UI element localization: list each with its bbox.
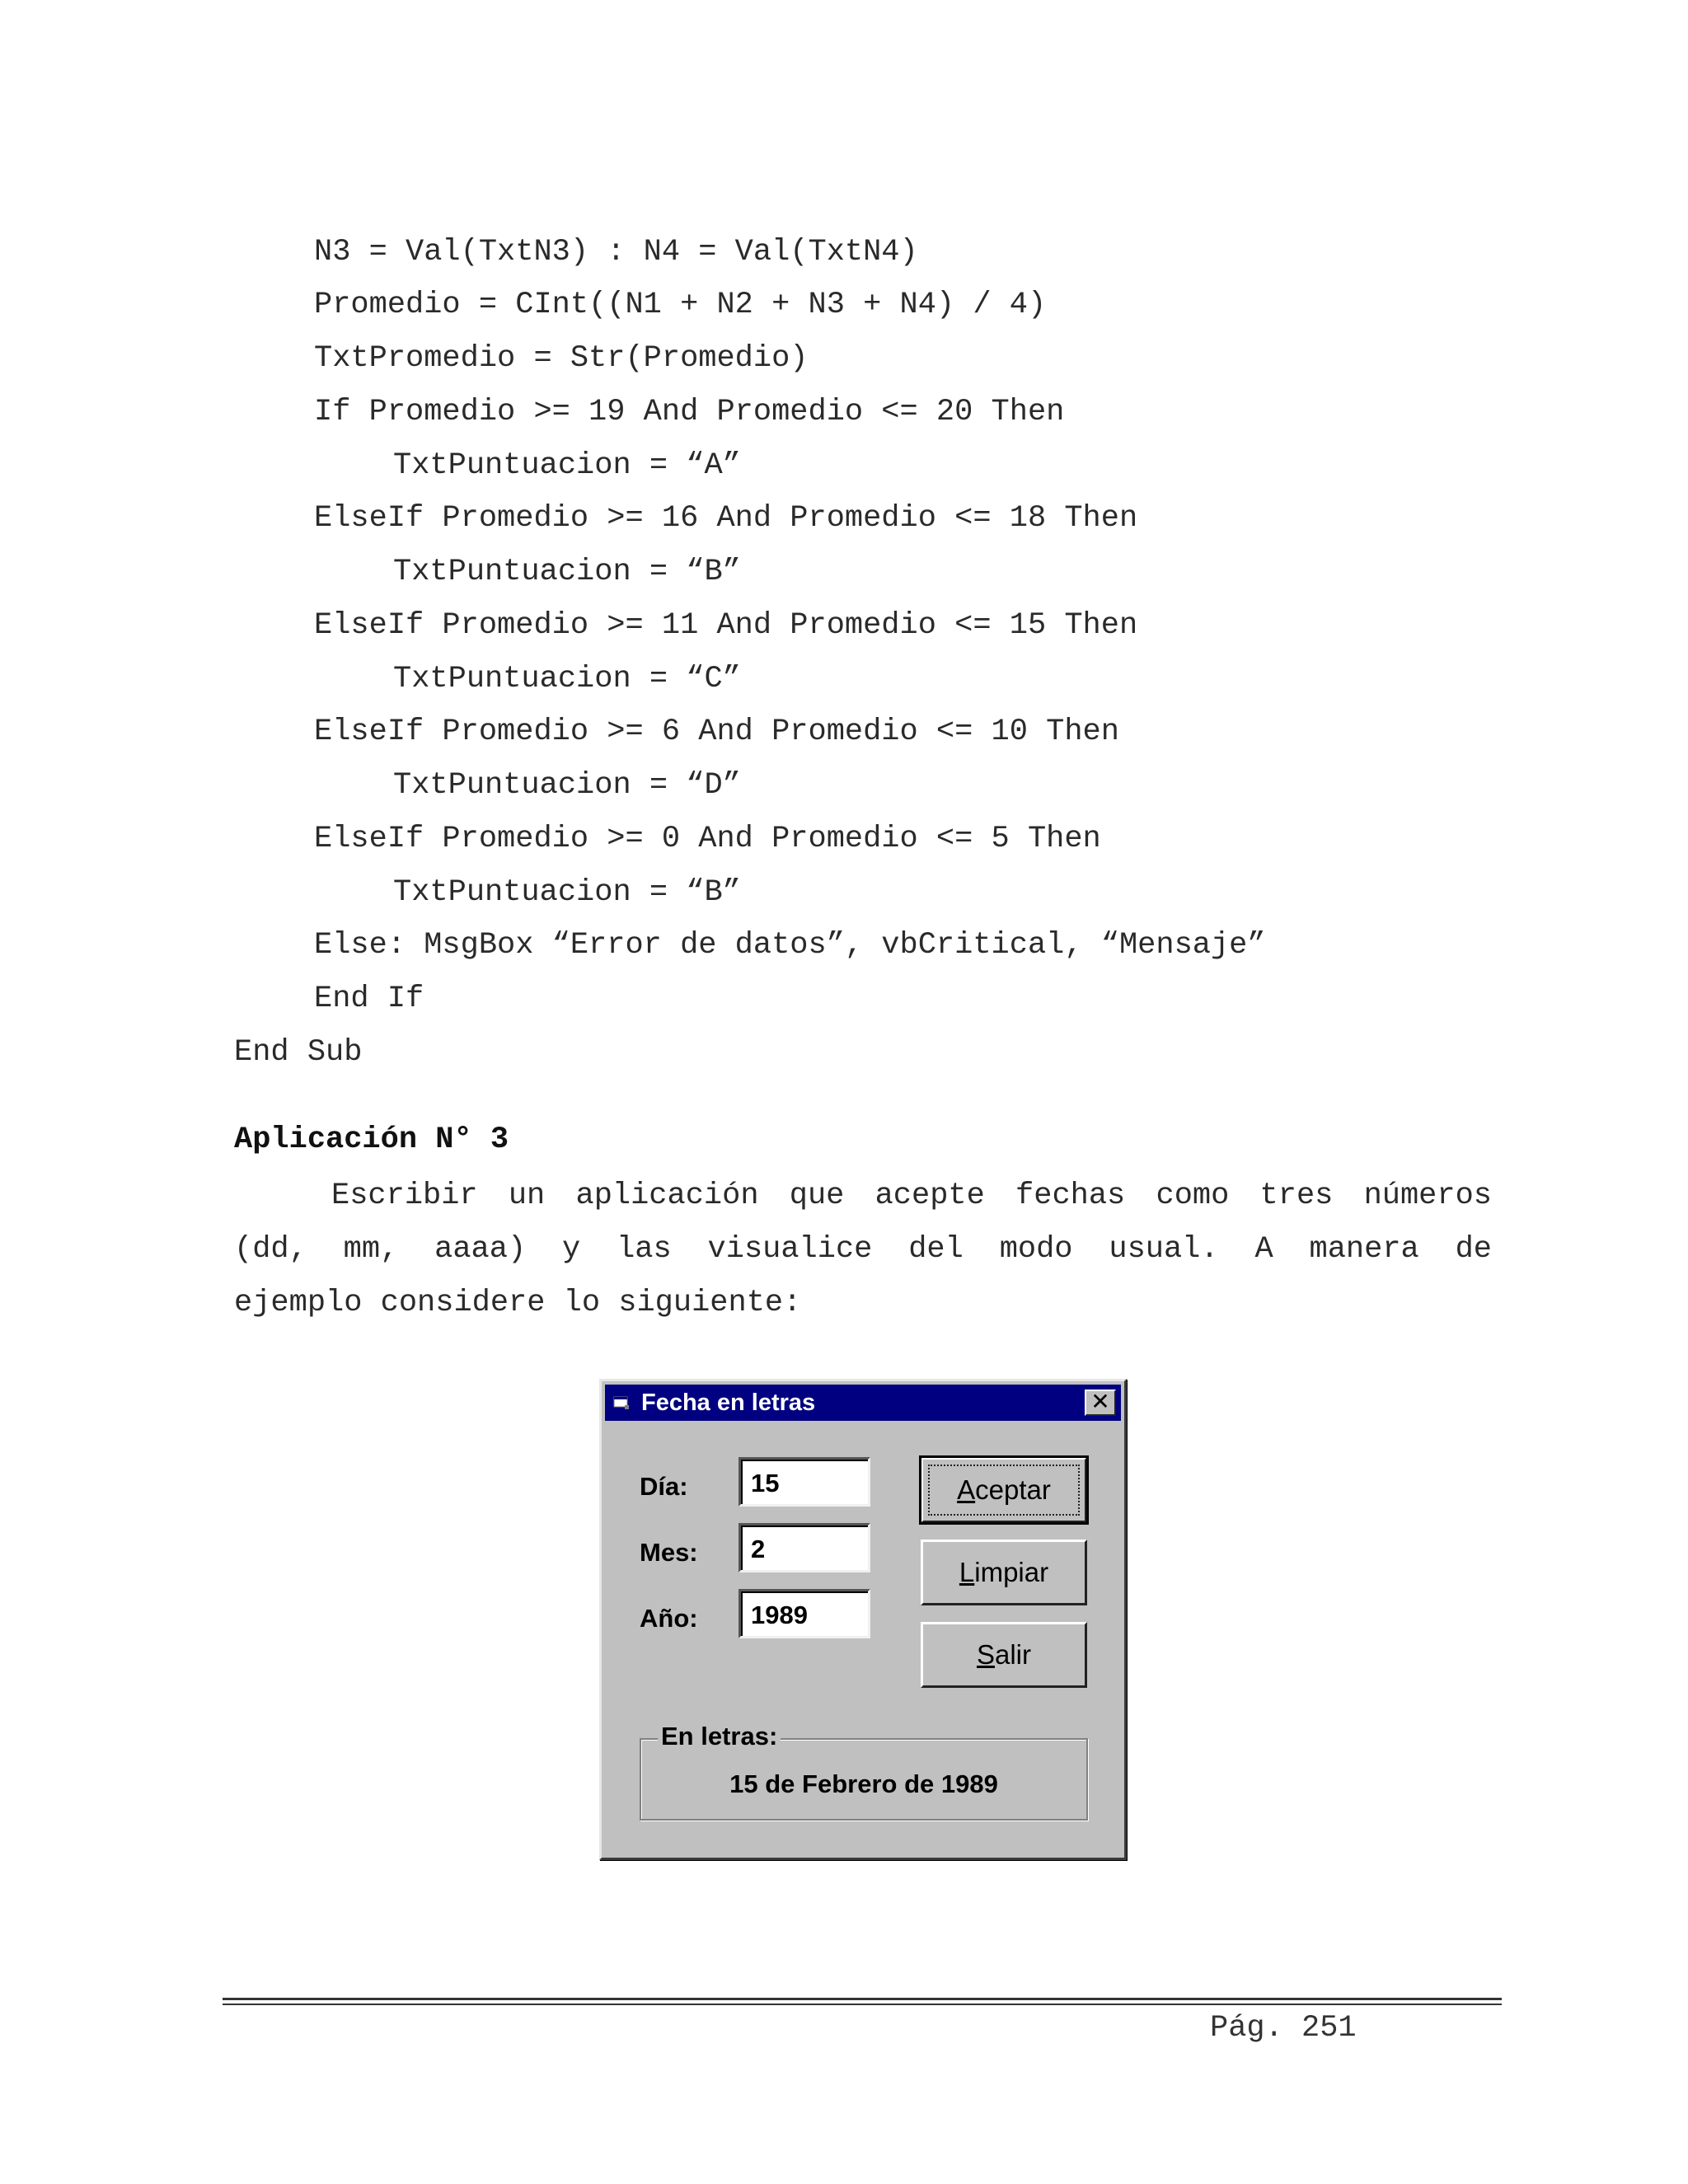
code-line: Promedio = CInt((N1 + N2 + N3 + N4) / 4) — [314, 288, 1047, 322]
salir-accel: S — [976, 1639, 995, 1670]
close-button[interactable] — [1085, 1390, 1116, 1416]
code-line: TxtPuntuacion = “C” — [393, 662, 741, 696]
code-line: TxtPuntuacion = “B” — [393, 875, 741, 910]
limpiar-accel: L — [959, 1557, 975, 1587]
section-heading: Aplicación N° 3 — [234, 1122, 509, 1157]
app-icon — [613, 1394, 633, 1411]
dia-label: Día: — [640, 1472, 688, 1501]
code-line: N3 = Val(TxtN3) : N4 = Val(TxtN4) — [314, 235, 918, 269]
code-line: TxtPuntuacion = “D” — [393, 768, 741, 803]
mes-label: Mes: — [640, 1538, 698, 1567]
aceptar-accel: A — [957, 1474, 976, 1505]
window-title: Fecha en letras — [641, 1390, 816, 1416]
page-number: Pág. 251 — [1210, 2011, 1357, 2046]
salir-label: alir — [995, 1639, 1032, 1670]
anio-label: Año: — [640, 1604, 698, 1633]
code-line: ElseIf Promedio >= 6 And Promedio <= 10 Then — [314, 715, 1119, 749]
mes-input[interactable] — [738, 1523, 870, 1572]
section-paragraph — [234, 1169, 1492, 1330]
paragraph-line: (dd, mm, aaaa) y las visualice del modo usual. A manera de — [234, 1232, 1492, 1267]
aceptar-button[interactable] — [921, 1457, 1087, 1523]
code-line: ElseIf Promedio >= 16 And Promedio <= 18 Then — [314, 501, 1138, 536]
frame-title: En letras: — [658, 1722, 781, 1751]
paragraph-line: ejemplo considere lo siguiente: — [234, 1286, 802, 1320]
code-line: ElseIf Promedio >= 11 And Promedio <= 15 Then — [314, 608, 1138, 643]
code-line: TxtPuntuacion = “A” — [393, 448, 741, 483]
code-line: ElseIf Promedio >= 0 And Promedio <= 5 Then — [314, 822, 1101, 856]
date-result-label: 15 de Febrero de 1989 — [729, 1769, 998, 1798]
code-line: If Promedio >= 19 And Promedio <= 20 Then — [314, 395, 1065, 429]
code-line: TxtPuntuacion = “B” — [393, 555, 741, 589]
code-line: Else: MsgBox “Error de datos”, vbCritical, “Mensaje” — [314, 928, 1266, 963]
code-line: End Sub — [234, 1035, 363, 1070]
footer-rule — [223, 1998, 1502, 2000]
close-icon: ✕ — [1090, 1389, 1110, 1414]
code-line: End If — [314, 982, 424, 1016]
dia-input[interactable] — [738, 1457, 870, 1507]
paragraph-line: Escribir un aplicación que acepte fechas como tres números — [331, 1179, 1492, 1213]
en-letras-frame — [640, 1722, 1088, 1821]
title-bar[interactable] — [605, 1385, 1121, 1421]
anio-input[interactable] — [738, 1589, 870, 1638]
limpiar-button[interactable] — [921, 1540, 1087, 1605]
footer-rule — [223, 2004, 1502, 2005]
fecha-dialog — [599, 1379, 1127, 1860]
code-line: TxtPromedio = Str(Promedio) — [314, 341, 809, 376]
limpiar-label: impiar — [974, 1557, 1049, 1587]
salir-button[interactable] — [921, 1622, 1087, 1688]
aceptar-label: ceptar — [975, 1474, 1051, 1505]
